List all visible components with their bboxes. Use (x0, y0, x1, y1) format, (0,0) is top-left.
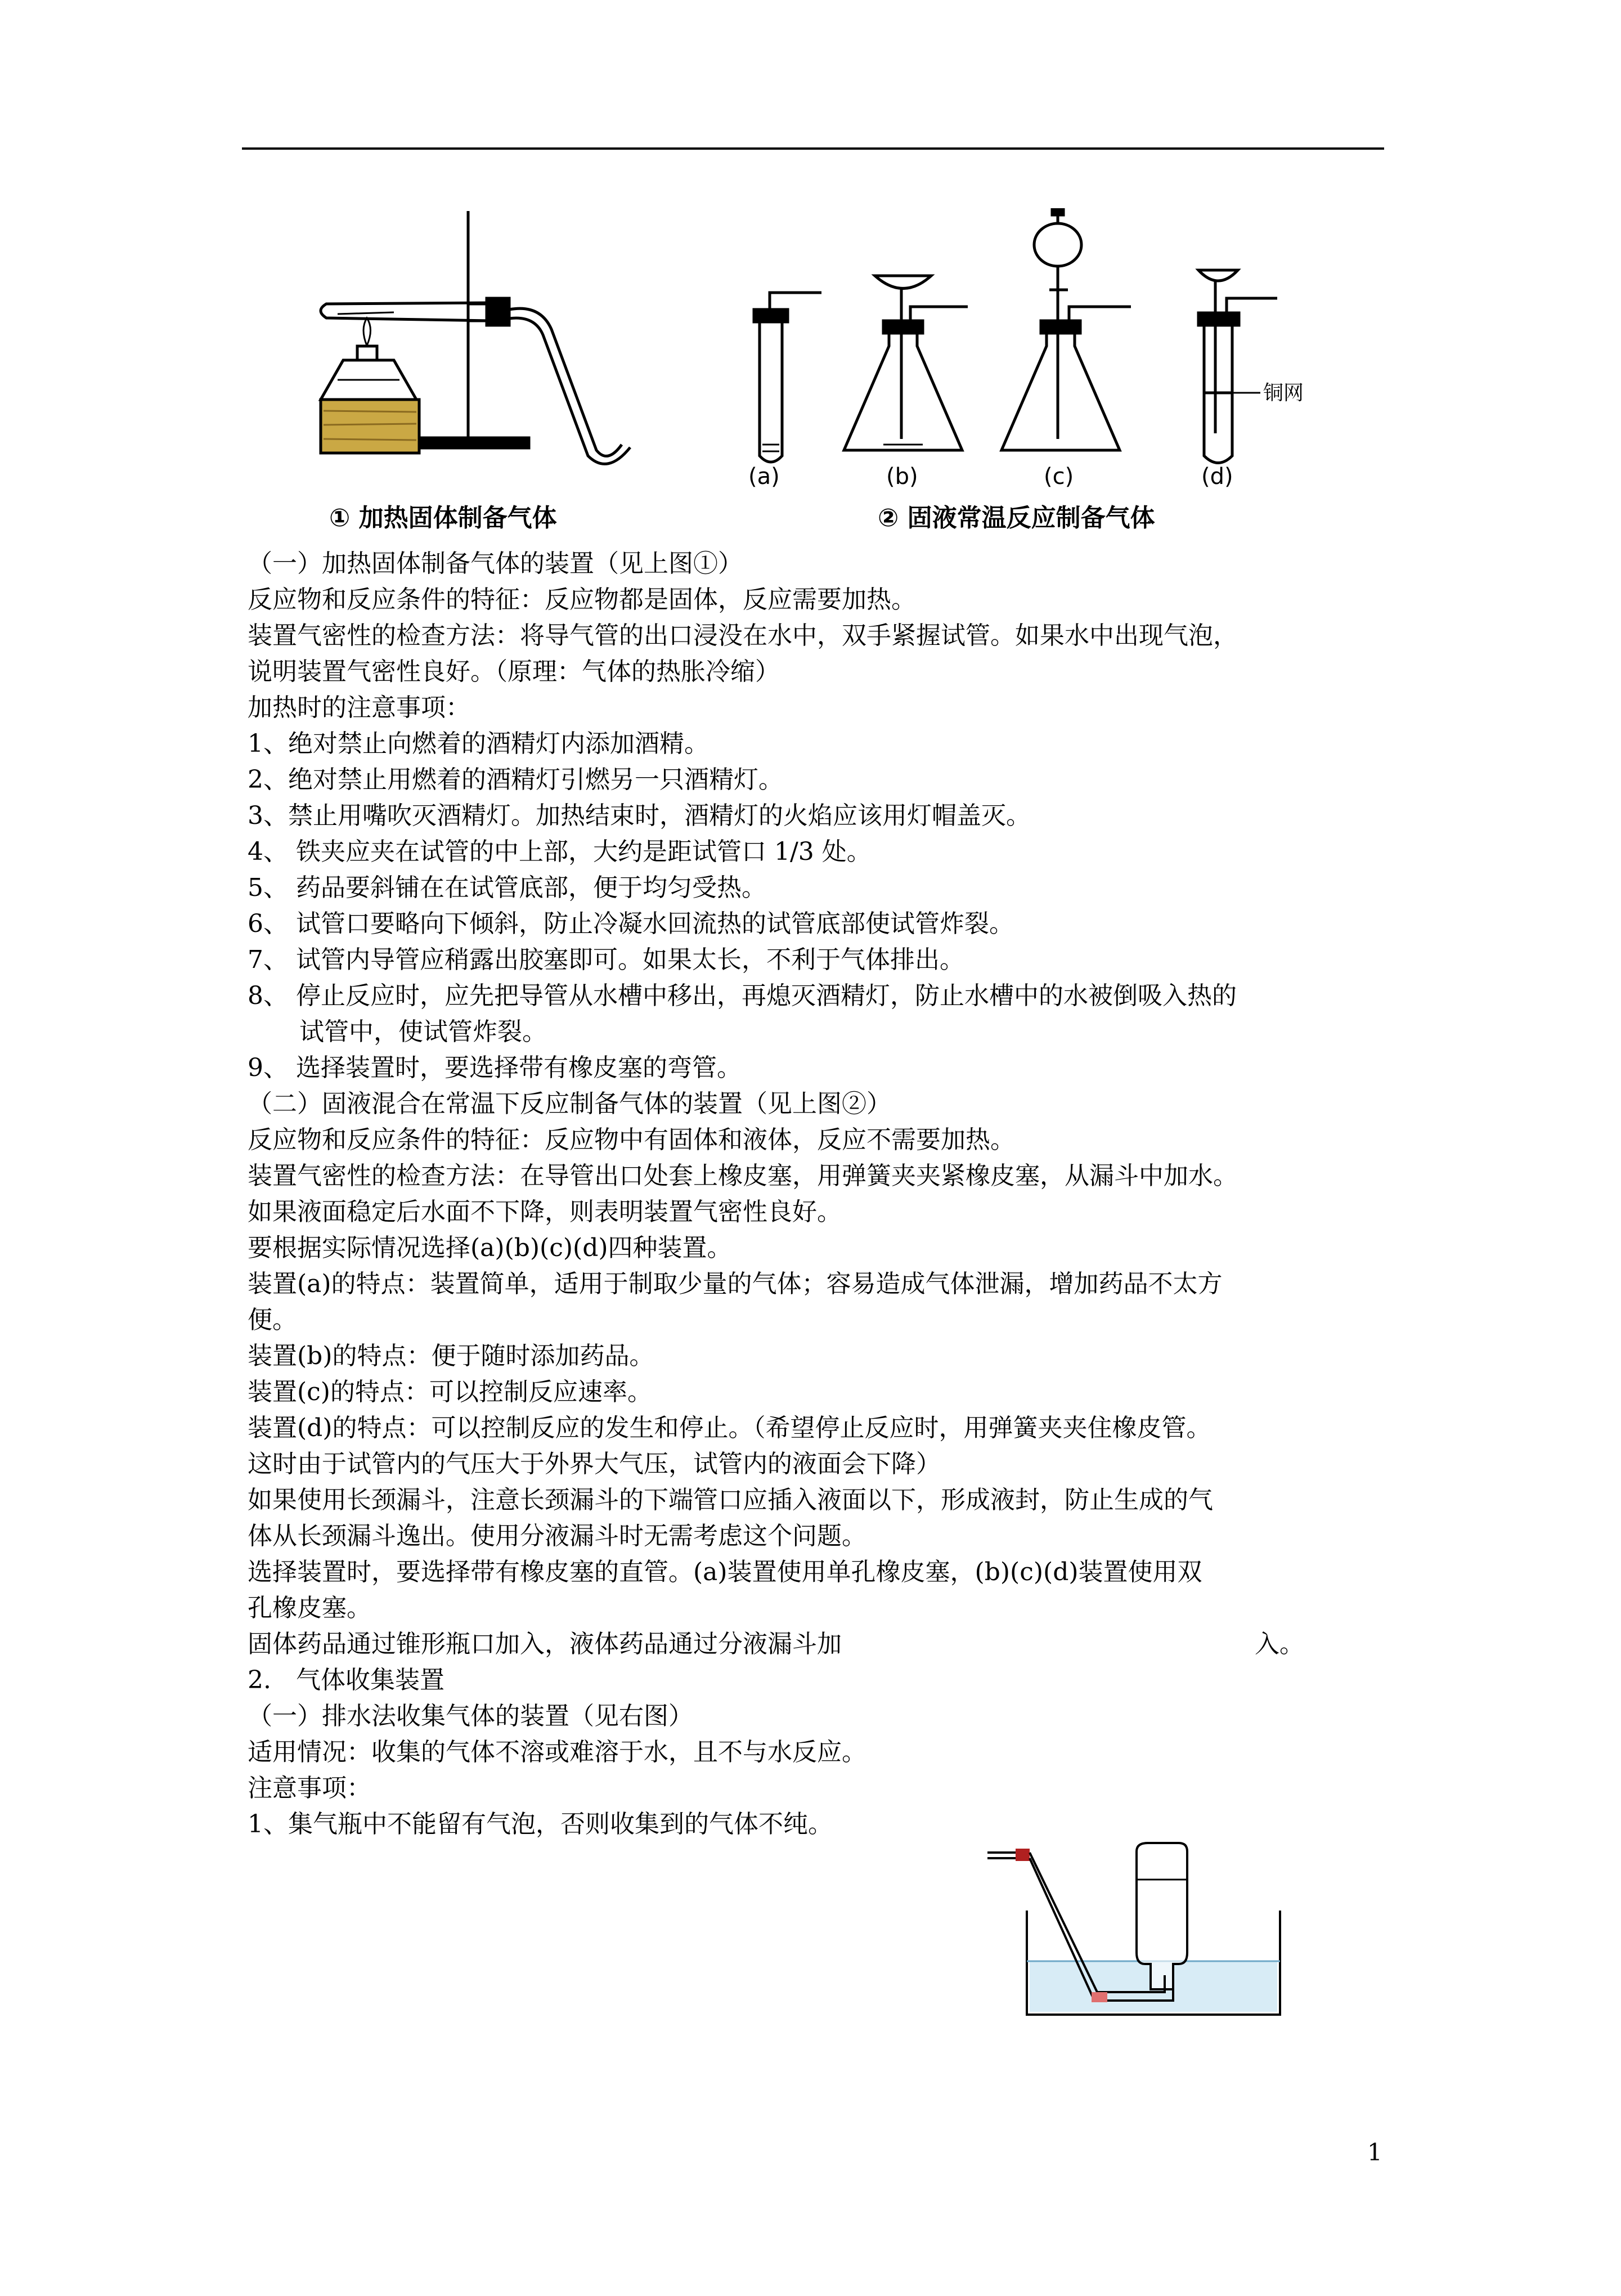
header-rule (242, 147, 1384, 150)
text-line: 说明装置气密性良好。（原理：气体的热胀冷缩） (248, 657, 780, 686)
text-line: 便。 (248, 1306, 297, 1334)
text-line-tail: 入。 (1255, 1630, 1304, 1658)
page-number: 1 (1367, 2138, 1382, 2166)
text-line: 如果使用长颈漏斗，注意长颈漏斗的下端管口应插入液面以下，形成液封，防止生成的气 (248, 1486, 1213, 1514)
text-line: 装置(c)的特点：可以控制反应速率。 (248, 1378, 652, 1406)
apparatus-b (844, 276, 968, 450)
list-item: 2、绝对禁止用燃着的酒精灯引燃另一只酒精灯。 (248, 765, 783, 794)
text-line: 选择装置时，要选择带有橡皮塞的直管。(a)装置使用单孔橡皮塞，(b)(c)(d)装置使用双 (248, 1558, 1202, 1586)
text-line: 装置(d)的特点：可以控制反应的发生和停止。（希望停止反应时，用弹簧夹夹住橡皮管。 (248, 1414, 1211, 1442)
apparatus-c (1002, 208, 1131, 450)
list-item: 8、 停止反应时，应先把导管从水槽中移出，再熄灭酒精灯，防止水槽中的水被倒吸入热的 (248, 981, 1237, 1010)
apparatus-a (754, 293, 821, 462)
list-item: 7、 试管内导管应稍露出胶塞即可。如果太长，不利于气体排出。 (248, 945, 964, 974)
text-line: 如果液面稳定后水面不下降，则表明装置气密性良好。 (248, 1198, 842, 1226)
text-line: 装置(b)的特点：便于随时添加药品。 (248, 1342, 654, 1370)
text-line: 装置气密性的检查方法：将导气管的出口浸没在水中，双手紧握试管。如果水中出现气泡， (248, 621, 1238, 650)
section-heading-heating: （一）加热固体制备气体的装置（见上图①） (248, 549, 743, 578)
label-a: (a) (748, 464, 780, 490)
label-d: (d) (1201, 464, 1233, 490)
list-item: 4、 铁夹应夹在试管的中上部，大约是距试管口 1/3 处。 (248, 837, 872, 866)
heating-apparatus (321, 211, 630, 464)
text-line: 适用情况：收集的气体不溶或难溶于水，且不与水反应。 (248, 1738, 866, 1766)
text-line: 反应物和反应条件的特征：反应物都是固体，反应需要加热。 (248, 585, 916, 614)
text-line: 装置(a)的特点：装置简单，适用于制取少量的气体；容易造成气体泄漏，增加药品不太方 (248, 1270, 1223, 1298)
text-line: 反应物和反应条件的特征：反应物中有固体和液体，反应不需要加热。 (248, 1125, 1015, 1154)
water-collection-figure (985, 1840, 1333, 2032)
apparatus-d (1198, 270, 1277, 463)
list-item-continuation: 试管中，使试管炸裂。 (299, 1017, 547, 1046)
caption-heating-solid: ① 加热固体制备气体 (329, 504, 557, 532)
list-item: 1、绝对禁止向燃着的酒精灯内添加酒精。 (248, 729, 709, 758)
label-c: (c) (1044, 464, 1074, 490)
text-line: 这时由于试管内的气压大于外界大气压，试管内的液面会下降） (248, 1450, 941, 1478)
text-line: 装置气密性的检查方法：在导管出口处套上橡皮塞，用弹簧夹夹紧橡皮塞，从漏斗中加水。 (248, 1162, 1238, 1190)
text-line: 孔橡皮塞。 (248, 1594, 371, 1622)
section-heading-water-displacement: （一）排水法收集气体的装置（见右图） (248, 1702, 693, 1730)
label-copper-mesh: 铜网 (1263, 382, 1304, 405)
section-heading-collection: 2. 气体收集装置 (248, 1666, 444, 1694)
text-line: 加热时的注意事项： (248, 693, 470, 722)
body-text (248, 546, 1395, 1842)
text-line: 体从长颈漏斗逸出。使用分液漏斗时无需考虑这个问题。 (248, 1522, 866, 1550)
list-item: 3、禁止用嘴吹灭酒精灯。加热结束时，酒精灯的火焰应该用灯帽盖灭。 (248, 801, 1031, 830)
list-item: 9、 选择装置时，要选择带有橡皮塞的弯管。 (248, 1053, 742, 1082)
text-line-start: 固体药品通过锥形瓶口加入，液体药品通过分液漏斗加 (248, 1630, 842, 1658)
text-line (248, 1626, 1395, 1662)
section-heading-solid-liquid: （二）固液混合在常温下反应制备气体的装置（见上图②） (248, 1089, 891, 1118)
list-item: 5、 药品要斜铺在在试管底部，便于均匀受热。 (248, 873, 766, 902)
text-line: 要根据实际情况选择(a)(b)(c)(d)四种装置。 (248, 1234, 732, 1262)
label-b: (b) (886, 464, 918, 490)
list-item: 6、 试管口要略向下倾斜，防止冷凝水回流热的试管底部使试管炸裂。 (248, 909, 1014, 938)
text-line: 注意事项： (248, 1774, 371, 1802)
apparatus-figure (304, 208, 1395, 546)
list-item: 1、集气瓶中不能留有气泡，否则收集到的气体不纯。 (248, 1810, 833, 1838)
caption-solid-liquid: ② 固液常温反应制备气体 (878, 504, 1155, 532)
